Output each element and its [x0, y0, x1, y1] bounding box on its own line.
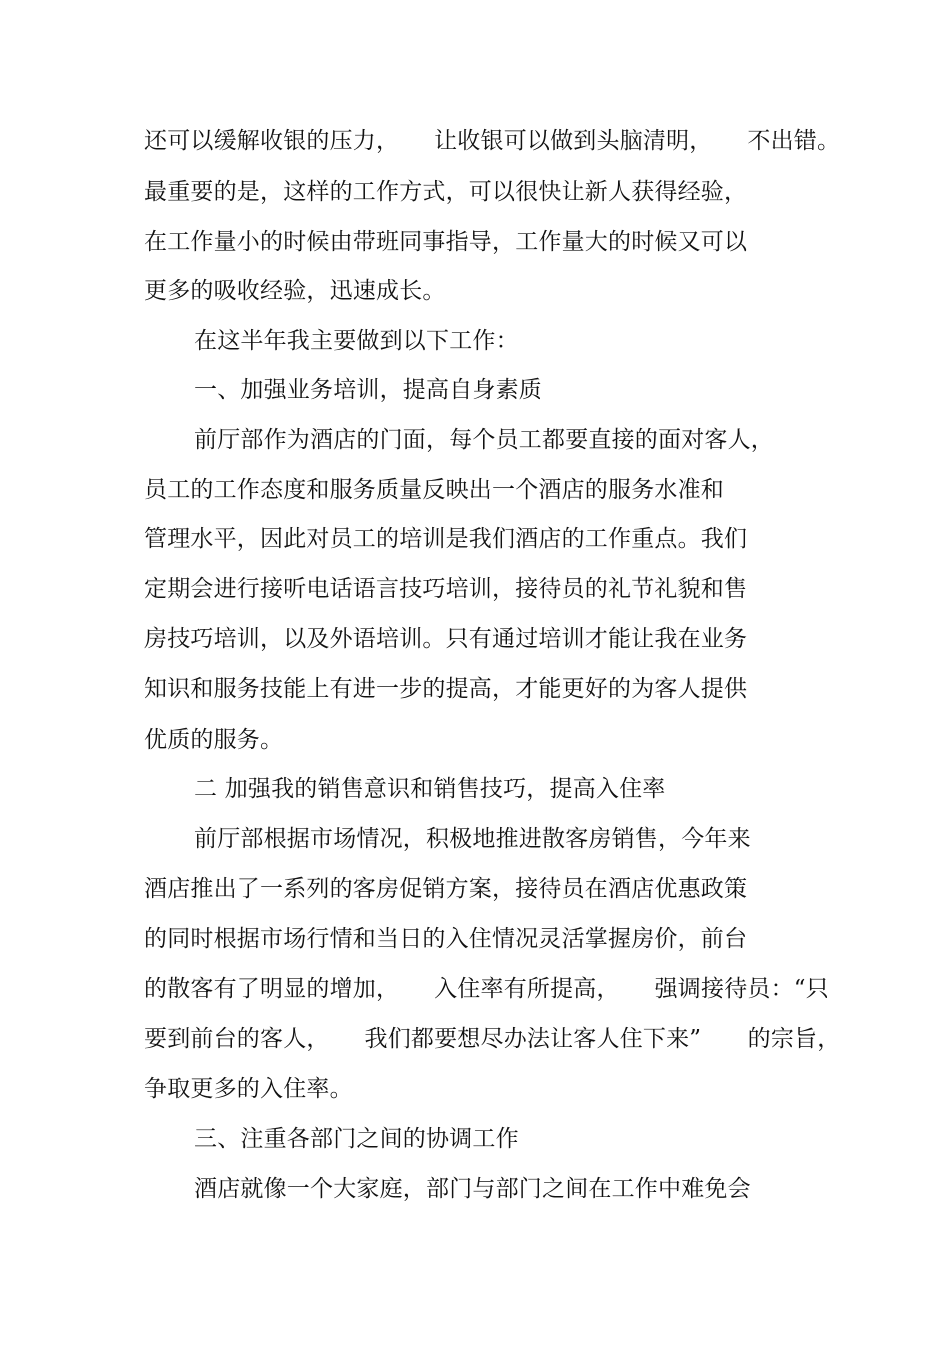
text-line: 争取更多的入住率。 — [144, 1076, 353, 1102]
text-line: 房技巧培训，以及外语培训。只有通过培训才能让我在业务 — [144, 626, 748, 652]
text-line: 前厅部作为酒店的门面，每个员工都要直接的面对客人， — [194, 427, 774, 453]
section-heading: 三、注重各部门之间的协调工作 — [194, 1126, 519, 1152]
text-line: 定期会进行接听电话语言技巧培训，接待员的礼节礼貌和售 — [144, 576, 748, 602]
section-heading: 一、加强业务培训，提高自身素质 — [194, 377, 542, 403]
text-line: 酒店就像一个大家庭，部门与部门之间在工作中难免会 — [194, 1176, 751, 1202]
text-line: 优质的服务。 — [144, 727, 284, 753]
text-line: 最重要的是，这样的工作方式，可以很快让新人获得经验， — [144, 179, 748, 205]
text-line: 在这半年我主要做到以下工作： — [194, 328, 519, 354]
text-line: 管理水平，因此对员工的培训是我们酒店的工作重点。我们 — [144, 526, 748, 552]
text-line: 要到前台的客人， 我们都要想尽办法让客人住下来” 的宗旨， — [144, 1026, 841, 1052]
text-line: 酒店推出了一系列的客房促销方案，接待员在酒店优惠政策 — [144, 876, 748, 902]
text-line: 还可以缓解收银的压力， 让收银可以做到头脑清明， 不出错。 — [144, 128, 841, 154]
text-line: 前厅部根据市场情况，积极地推进散客房销售，今年来 — [194, 826, 751, 852]
text-line: 在工作量小的时候由带班同事指导，工作量大的时候又可以 — [144, 229, 748, 255]
text-line: 的散客有了明显的增加， 入住率有所提高， 强调接待员：“只 — [144, 976, 829, 1002]
text-line: 员工的工作态度和服务质量反映出一个酒店的服务水准和 — [144, 477, 724, 503]
text-line: 知识和服务技能上有进一步的提高，才能更好的为客人提供 — [144, 676, 748, 702]
section-heading: 二 加强我的销售意识和销售技巧，提高入住率 — [194, 776, 666, 802]
text-line: 的同时根据市场行情和当日的入住情况灵活掌握房价，前台 — [144, 926, 748, 952]
text-line: 更多的吸收经验，迅速成长。 — [144, 278, 446, 304]
